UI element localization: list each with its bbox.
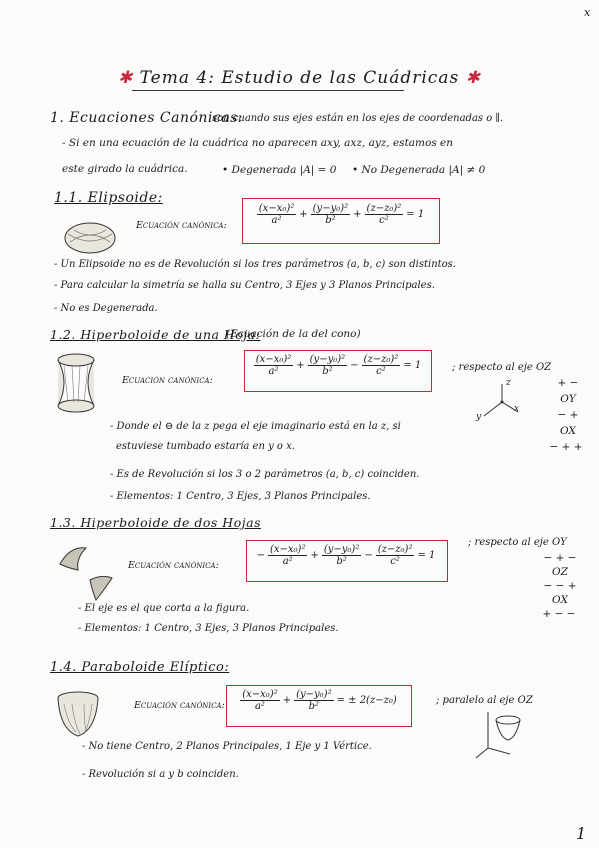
hyperboloid-one-bullet-1b: estuviese tumbado estaría en y o x. xyxy=(116,441,295,452)
hyperboloid-two-sheets-sketch xyxy=(56,544,120,604)
page-title-text: Tema 4: Estudio de las Cuádricas xyxy=(139,68,460,88)
paraboloid-bullet-1: - No tiene Centro, 2 Planos Principales, 1 Eje y 1 Vértice. xyxy=(82,741,372,752)
section-1-3-heading: 1.3. Hiperboloide de dos Hojas xyxy=(50,515,261,530)
eq-term: (z−z₀)² xyxy=(363,354,399,365)
equation-hyperboloid-two xyxy=(248,544,444,567)
sign-row: + − xyxy=(557,377,579,389)
eq-operator: − xyxy=(364,550,373,561)
ellipsoid-bullet-3: - No es Degenerada. xyxy=(54,303,158,314)
eq-term: (z−z₀)² xyxy=(366,203,402,214)
section-1-text: - Si en una ecuación de la cuádrica no aparecen axy, axz, ayz, estamos en xyxy=(62,137,454,149)
eq-lead-sign: − xyxy=(256,550,265,561)
eq-denominator: b² xyxy=(325,215,336,226)
eq-term: (x−x₀)² xyxy=(269,544,306,555)
hyperboloid-two-bullet-1: - El eje es el que corta a la figura. xyxy=(78,603,250,614)
page-title xyxy=(118,68,481,88)
section-1-2-heading: 1.2. Hiperboloide de una Hoja: xyxy=(50,327,261,342)
section-1-heading: 1. Ecuaciones Canónicas: xyxy=(50,110,244,126)
section-1-1-heading: 1.1. Elipsoide: xyxy=(54,190,163,206)
eq-term: (x−x₀)² xyxy=(258,203,295,214)
star-icon: ✱ xyxy=(465,68,481,88)
eq-label-hyperboloid-one: Ecuación canónica: xyxy=(122,375,213,386)
axis-x-label: x xyxy=(514,404,520,414)
equation-ellipsoid xyxy=(246,203,434,226)
star-icon: ✱ xyxy=(118,68,134,88)
eq-operator: + xyxy=(310,550,319,561)
eq-term: (x−x₀)² xyxy=(255,354,292,365)
page-number: 1 xyxy=(576,824,587,843)
eq-denominator: b² xyxy=(336,556,347,567)
hyperboloid-one-bullet-3: - Elementos: 1 Centro, 3 Ejes, 3 Planos Principales. xyxy=(110,491,371,502)
eq-denominator: a² xyxy=(282,556,293,567)
corner-mark: x xyxy=(584,6,591,19)
eq-denominator: a² xyxy=(271,215,282,226)
eq-denominator: b² xyxy=(308,701,320,712)
eq-denominator: a² xyxy=(254,701,265,712)
sign-row: − + xyxy=(557,409,579,421)
hyperboloid-two-axis-note: ; respecto al eje OY xyxy=(468,537,567,548)
eq-denominator: c² xyxy=(376,366,386,377)
paraboloid-axis-note: ; paralelo al eje OZ xyxy=(436,695,533,706)
paraboloid-sketch xyxy=(54,690,102,740)
ellipsoid-bullet-2: - Para calcular la simetría se halla su Centro, 3 Ejes y 3 Planos Principales. xyxy=(54,280,435,291)
eq-term: (y−y₀)² xyxy=(296,689,332,700)
eq-rhs: = 1 xyxy=(417,550,436,561)
section-1-4-heading: 1.4. Paraboloide Elíptico: xyxy=(50,660,230,675)
eq-operator: + xyxy=(282,695,292,706)
ellipsoid-sketch xyxy=(62,218,118,258)
axis-y-label: y xyxy=(476,412,482,422)
hyperboloid-one-sheet-sketch xyxy=(54,352,98,414)
sign-row: − + − xyxy=(543,552,577,564)
eq-denominator: a² xyxy=(268,366,279,377)
eq-label-hyperboloid-two: Ecuación canónica: xyxy=(128,560,219,571)
eq-operator: + xyxy=(353,209,362,220)
eq-label-ellipsoid: Ecuación canónica: xyxy=(136,220,227,231)
ellipsoid-bullet-1: - Un Elipsoide no es de Revolución si los tres parámetros (a, b, c) son distintos. xyxy=(54,259,456,270)
paraboloid-axis-sketch xyxy=(474,708,534,760)
eq-term: (x−x₀)² xyxy=(242,689,278,700)
eq-rhs: = 1 xyxy=(403,360,422,371)
axis-z-label: z xyxy=(506,378,511,388)
section-1-2-note: (Ecuación de la del cono) xyxy=(226,328,361,340)
eq-operator: + xyxy=(299,209,308,220)
non-degenerate-note: • No Degenerada |A| ≠ 0 xyxy=(352,164,486,176)
title-underline xyxy=(132,90,404,91)
paraboloid-bullet-2: - Revolución si a y b coinciden. xyxy=(82,769,239,780)
eq-label-paraboloid: Ecuación canónica: xyxy=(134,700,225,711)
eq-term: (y−y₀)² xyxy=(312,203,349,214)
eq-denominator: b² xyxy=(322,366,333,377)
eq-rhs: = ± 2(z−z₀) xyxy=(336,695,397,706)
sign-row: − − + xyxy=(543,580,577,592)
hyperboloid-one-bullet-1: - Donde el ⊖ de la z pega el eje imaginario está en la z, si xyxy=(110,421,401,432)
hyperboloid-two-bullet-2: - Elementos: 1 Centro, 3 Ejes, 3 Planos Principales. xyxy=(78,623,339,634)
eq-denominator: c² xyxy=(390,556,400,567)
section-1-definition: son cuando sus ejes están en los ejes de coordenadas o ∥. xyxy=(212,113,504,124)
equation-paraboloid xyxy=(228,689,408,712)
hyperboloid-one-axis-note: ; respecto al eje OZ xyxy=(452,362,552,373)
axis-sketch xyxy=(474,380,532,424)
sign-row: + − − xyxy=(542,608,576,620)
degenerate-note: • Degenerada |A| = 0 xyxy=(222,164,337,176)
equation-hyperboloid-one xyxy=(246,354,428,377)
eq-term: (y−y₀)² xyxy=(309,354,346,365)
eq-operator: − xyxy=(350,360,359,371)
sign-row: − + + xyxy=(549,441,583,453)
eq-operator: + xyxy=(296,360,305,371)
eq-term: (z−z₀)² xyxy=(377,544,413,555)
eq-denominator: c² xyxy=(379,215,389,226)
section-1-text-cont: este girado la cuádrica. xyxy=(62,163,188,175)
sign-row: OZ xyxy=(552,566,568,578)
sign-row: OY xyxy=(560,393,576,405)
sign-row: OX xyxy=(560,425,576,437)
eq-term: (y−y₀)² xyxy=(323,544,360,555)
sign-row: OX xyxy=(552,594,568,606)
hyperboloid-one-bullet-2: - Es de Revolución si los 3 o 2 parámetros (a, b, c) coinciden. xyxy=(110,469,420,480)
eq-rhs: = 1 xyxy=(406,209,425,220)
